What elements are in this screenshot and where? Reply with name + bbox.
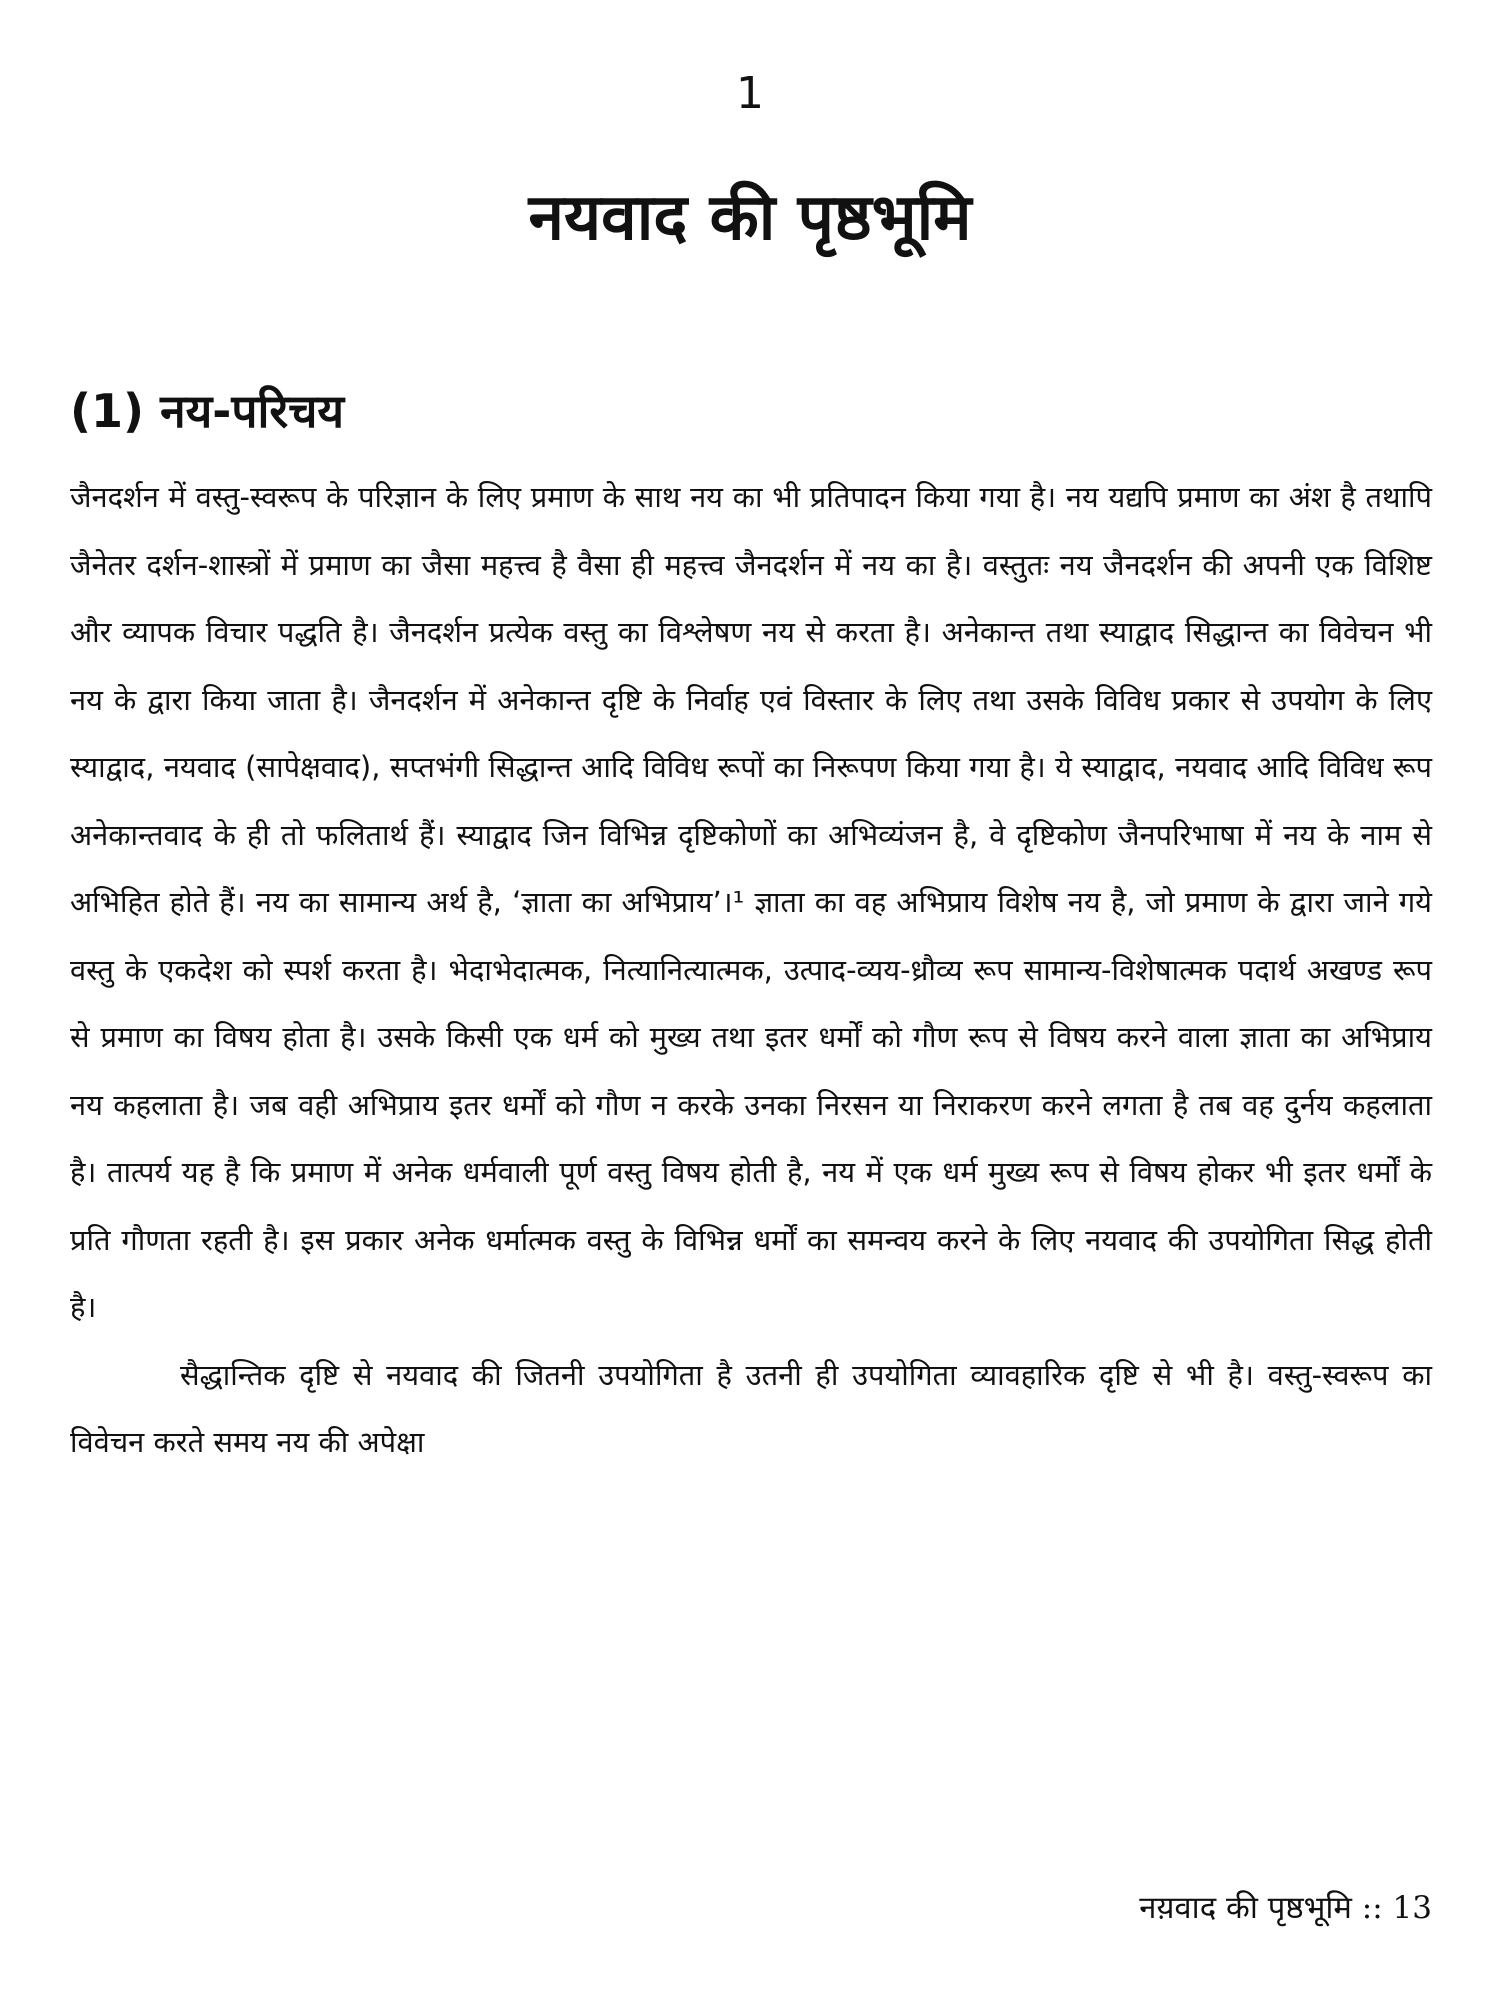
paragraph: जैनदर्शन में वस्तु-स्वरूप के परिज्ञान के लिए प्रमाण के साथ नय का भी प्रतिपादन किया गया है। नय यद्यपि प्रमाण का अंश है तथापि जैनेतर दर्शन-शास्त्रों में प्रमाण का जैसा महत्त्व है वैसा ही महत्त्व जैनदर्शन में नय का है। वस्तुतः नय जैनदर्शन की अपनी एक विशिष्ट और व्यापक विचार पद्धति है। जैनदर्शन प्रत्येक वस्तु का विश्लेषण नय से करता है। अनेकान्त तथा स्याद्वाद सिद्धान्त का विवेचन भी नय के द्वारा किया जाता है। जैनदर्शन में अनेकान्त दृष्टि के निर्वाह एवं विस्तार के लिए तथा उसके विविध प्रकार से उपयोग के लिए स्याद्वाद, नयवाद (सापेक्षवाद), सप्तभंगी सिद्धान्त आदि विविध रूपों का निरूपण किया गया है। ये स्याद्वाद, नयवाद आदि विविध रूप अनेकान्तवाद के ही तो फलितार्थ हैं। स्याद्वाद जिन विभिन्न दृष्टिकोणों का अभिव्यंजन है, वे दृष्टिकोण जैनपरिभाषा में नय के नाम से अभिहित होते हैं। नय का सामान्य अर्थ है, ‘ज्ञाता का अभिप्राय’।¹ ज्ञाता का वह अभिप्राय विशेष नय है, जो प्रमाण के द्वारा जाने गये वस्तु के एकदेश को स्पर्श करता है। भेदाभेदात्मक, नित्यानित्यात्मक, उत्पाद-व्यय-ध्रौव्य रूप सामान्य-विशेषात्मक पदार्थ अखण्ड रूप से प्रमाण का विषय होता है। उसके किसी एक धर्म को मुख्य तथा इतर धर्मों को गौण रूप से विषय करने वाला ज्ञाता का अभिप्राय नय कहलाता है। जब वही अभिप्राय इतर धर्मों को गौण न करके उनका निरसन या निराकरण करने लगता है तब वह दुर्नय कहलाता है। तात्पर्य यह है कि प्रमाण में अनेक धर्मवाली पूर्ण वस्तु विषय होती है, नय में एक धर्म मुख्य रूप से विषय होकर भी इतर धर्मों के प्रति गौणता रहती है। इस प्रकार अनेक धर्मात्मक वस्तु के विभिन्न धर्मों का समन्वय करने के लिए नयवाद की उपयोगिता सिद्ध होती है।	[70, 480, 1432, 1324]
body-text	[70, 464, 1432, 1477]
chapter-title: नयवाद की पृष्ठभूमि	[528, 181, 972, 255]
chapter-number: 1	[736, 68, 764, 119]
running-title: नय़वाद की पृष्ठभूमि	[1139, 1890, 1352, 1926]
page-number: 13	[1392, 1890, 1432, 1926]
footer-separator: ::	[1361, 1890, 1383, 1926]
paragraph: सैद्धान्तिक दृष्टि से नयवाद की जितनी उपयोगिता है उतनी ही उपयोगिता व्यावहारिक दृष्टि से भी है। वस्तु-स्वरूप का विवेचन करते समय नय की अपेक्षा	[70, 1357, 1432, 1459]
page-footer	[1139, 1884, 1432, 1932]
section-heading: (1) नय-परिचय	[70, 384, 345, 438]
